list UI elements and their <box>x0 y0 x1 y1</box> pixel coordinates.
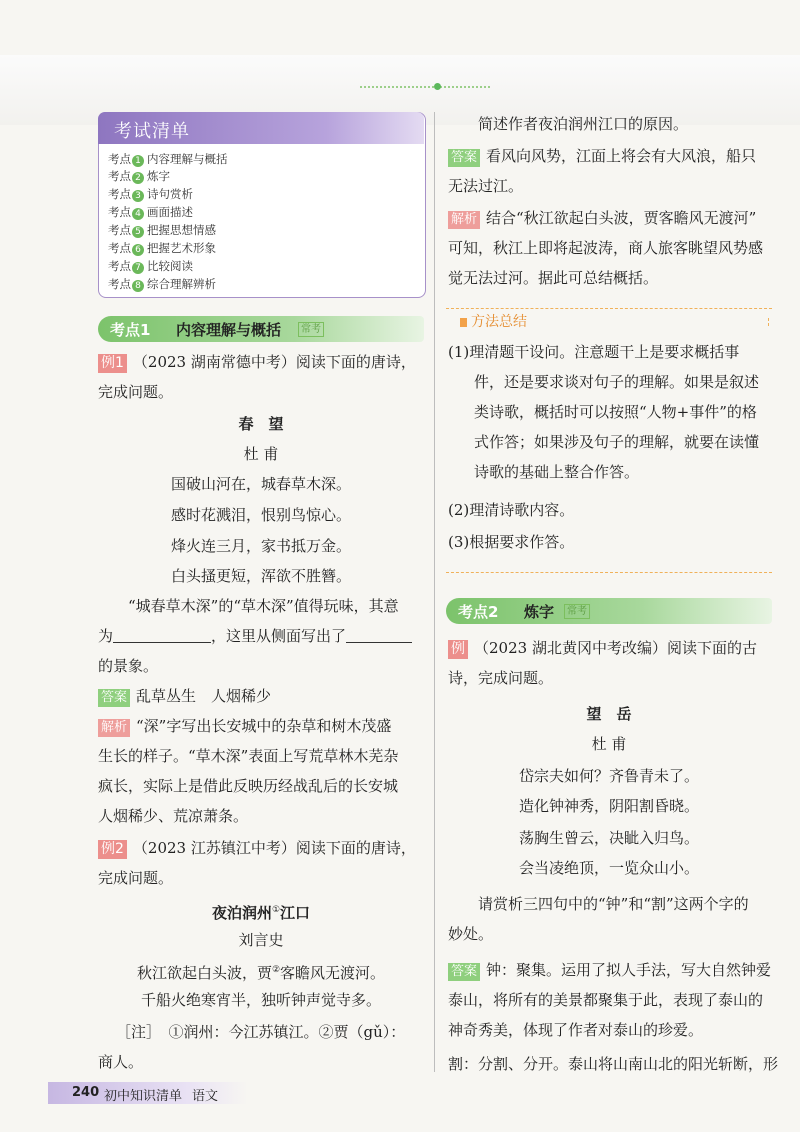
explanation-row: 解析 “深”字写出长安城中的杂草和树木茂盛 <box>98 716 391 737</box>
subject-label: 语文 <box>192 1089 219 1104</box>
list-item: 考点 3 诗句赏析 <box>108 187 193 201</box>
question-text-blanks: 为 ，这里从侧面写出了 <box>98 626 412 646</box>
poem-title: 望 岳 <box>586 705 632 723</box>
section-header-2 <box>446 598 772 624</box>
method-line: (1)理清题干设问。注意题干上是要求概括事 <box>448 343 740 361</box>
method-title: 方法总结 <box>460 311 527 331</box>
frequency-tag: 常考 <box>298 322 324 337</box>
dotted-rule <box>360 86 490 88</box>
example-1-prompt: 例1 （2023 湖南常德中考）阅读下面的唐诗， <box>98 352 416 373</box>
question-text: “城春草木深”的“草木深”值得玩味，其意 <box>128 597 399 615</box>
frequency-tag: 常考 <box>564 604 590 619</box>
section-header-1 <box>98 316 424 342</box>
poem-line: 白头搔更短，浑欲不胜簪。 <box>170 567 351 585</box>
answer-line: 神奇秀美，体现了作者对泰山的珍爱。 <box>448 1021 704 1039</box>
list-item: 考点 4 画面描述 <box>108 205 193 219</box>
poem-line: 烽火连三月，家书抵万金。 <box>170 537 351 555</box>
answer-line: 泰山，将所有的美景都聚集于此，表现了泰山的 <box>448 991 764 1009</box>
question-text: 妙处。 <box>448 925 494 943</box>
answer-blank[interactable] <box>113 626 211 643</box>
method-border-top <box>446 308 772 309</box>
explanation-line: 人烟稀少、荒凉萧条。 <box>98 807 249 825</box>
list-item: 考点 2 炼字 <box>108 169 170 183</box>
example-3-prompt-cont: 诗，完成问题。 <box>448 669 554 687</box>
poem-note: 商人。 <box>98 1053 144 1071</box>
poem-author: 刘言史 <box>238 931 284 949</box>
section-number: 考点1 <box>110 321 151 339</box>
poem-line: 岱宗夫如何？齐鲁青未了。 <box>518 767 699 785</box>
answer-row: 答案 乱草丛生 人烟稀少 <box>98 686 271 707</box>
exam-list-header <box>98 112 424 144</box>
poem-title: 夜泊润州①江口 <box>211 904 311 922</box>
method-line: (3)根据要求作答。 <box>448 533 575 551</box>
method-line: 诗歌的基础上整合作答。 <box>474 463 640 481</box>
question-text: 简述作者夜泊润州江口的原因。 <box>478 115 689 133</box>
poem-line: 国破山河在，城春草木深。 <box>170 475 351 493</box>
answer-line: 割：分割、分开。泰山将山南山北的阳光斩断，形 <box>448 1055 779 1073</box>
explanation-line: 觉无法过河。据此可总结概括。 <box>448 269 659 287</box>
explanation-line: 生长的样子。“草木深”表面上写荒草林木芜杂 <box>98 747 399 765</box>
note-icon <box>460 318 467 327</box>
example-2-prompt: 例2 （2023 江苏镇江中考）阅读下面的唐诗， <box>98 838 416 859</box>
method-line: 类诗歌，概括时可以按照“人物+事件”的格 <box>474 403 757 421</box>
exam-list-title: 考试清单 <box>114 121 190 142</box>
answer-blank[interactable] <box>346 626 412 643</box>
answer-row: 答案 看风向风势，江面上将会有大风浪，船只 <box>448 146 756 167</box>
section-number: 考点2 <box>458 603 499 621</box>
poem-author: 杜 甫 <box>591 735 627 753</box>
page-number: 240 <box>72 1085 100 1100</box>
poem-line: 会当凌绝顶，一览众山小。 <box>518 859 699 877</box>
poem-line: 千船火绝寒宵半，独听钟声觉寺多。 <box>140 991 381 1009</box>
explanation-line: 疯长，实际上是借此反映历经战乱后的长安城 <box>98 777 399 795</box>
column-divider <box>434 112 435 1072</box>
section-title: 内容理解与概括 <box>176 321 282 339</box>
list-item: 考点 5 把握思想情感 <box>108 223 216 237</box>
question-text: 请赏析三四句中的“钟”和“割”这两个字的 <box>478 895 749 913</box>
list-item: 考点 1 内容理解与概括 <box>108 152 228 166</box>
section-title: 炼字 <box>524 603 555 621</box>
answer-line: 无法过江。 <box>448 177 524 195</box>
poem-note: ［注］ ①润州：今江苏镇江。②贾（gǔ）： <box>116 1023 406 1041</box>
list-item: 考点 6 把握艺术形象 <box>108 241 216 255</box>
book-title: 初中知识清单 <box>104 1089 183 1104</box>
poem-author: 杜 甫 <box>243 445 279 463</box>
list-item: 考点 8 综合理解辨析 <box>108 277 216 291</box>
poem-title: 春 望 <box>238 415 284 433</box>
list-item: 考点 7 比较阅读 <box>108 259 193 273</box>
page-footer <box>48 1082 248 1104</box>
poem-line: 造化钟神秀，阴阳割昏晓。 <box>518 797 699 815</box>
example-3-prompt: 例 （2023 湖北黄冈中考改编）阅读下面的古 <box>448 638 757 659</box>
method-border-side <box>768 318 769 326</box>
poem-line: 感时花溅泪，恨别鸟惊心。 <box>170 506 351 524</box>
method-line: (2)理清诗歌内容。 <box>448 501 575 519</box>
poem-line: 秋江欲起白头波，贾②客瞻风无渡河。 <box>136 964 386 982</box>
method-line: 件，还是要求谈对句子的理解。如果是叙述 <box>474 373 760 391</box>
method-line: 式作答；如果涉及句子的理解，就要在读懂 <box>474 433 760 451</box>
poem-line: 荡胸生曾云，决眦入归鸟。 <box>518 829 699 847</box>
question-text: 的景象。 <box>98 657 159 675</box>
answer-row: 答案 钟：聚集。运用了拟人手法，写大自然钟爱 <box>448 960 771 981</box>
example-2-prompt-cont: 完成问题。 <box>98 869 174 887</box>
example-1-prompt-cont: 完成问题。 <box>98 383 174 401</box>
method-border-bottom <box>446 572 772 573</box>
dot-marker <box>434 83 441 90</box>
explanation-line: 可知，秋江上即将起波涛，商人旅客眺望风势感 <box>448 239 764 257</box>
explanation-row: 解析 结合“秋江欲起白头波，贾客瞻风无渡河” <box>448 208 756 229</box>
